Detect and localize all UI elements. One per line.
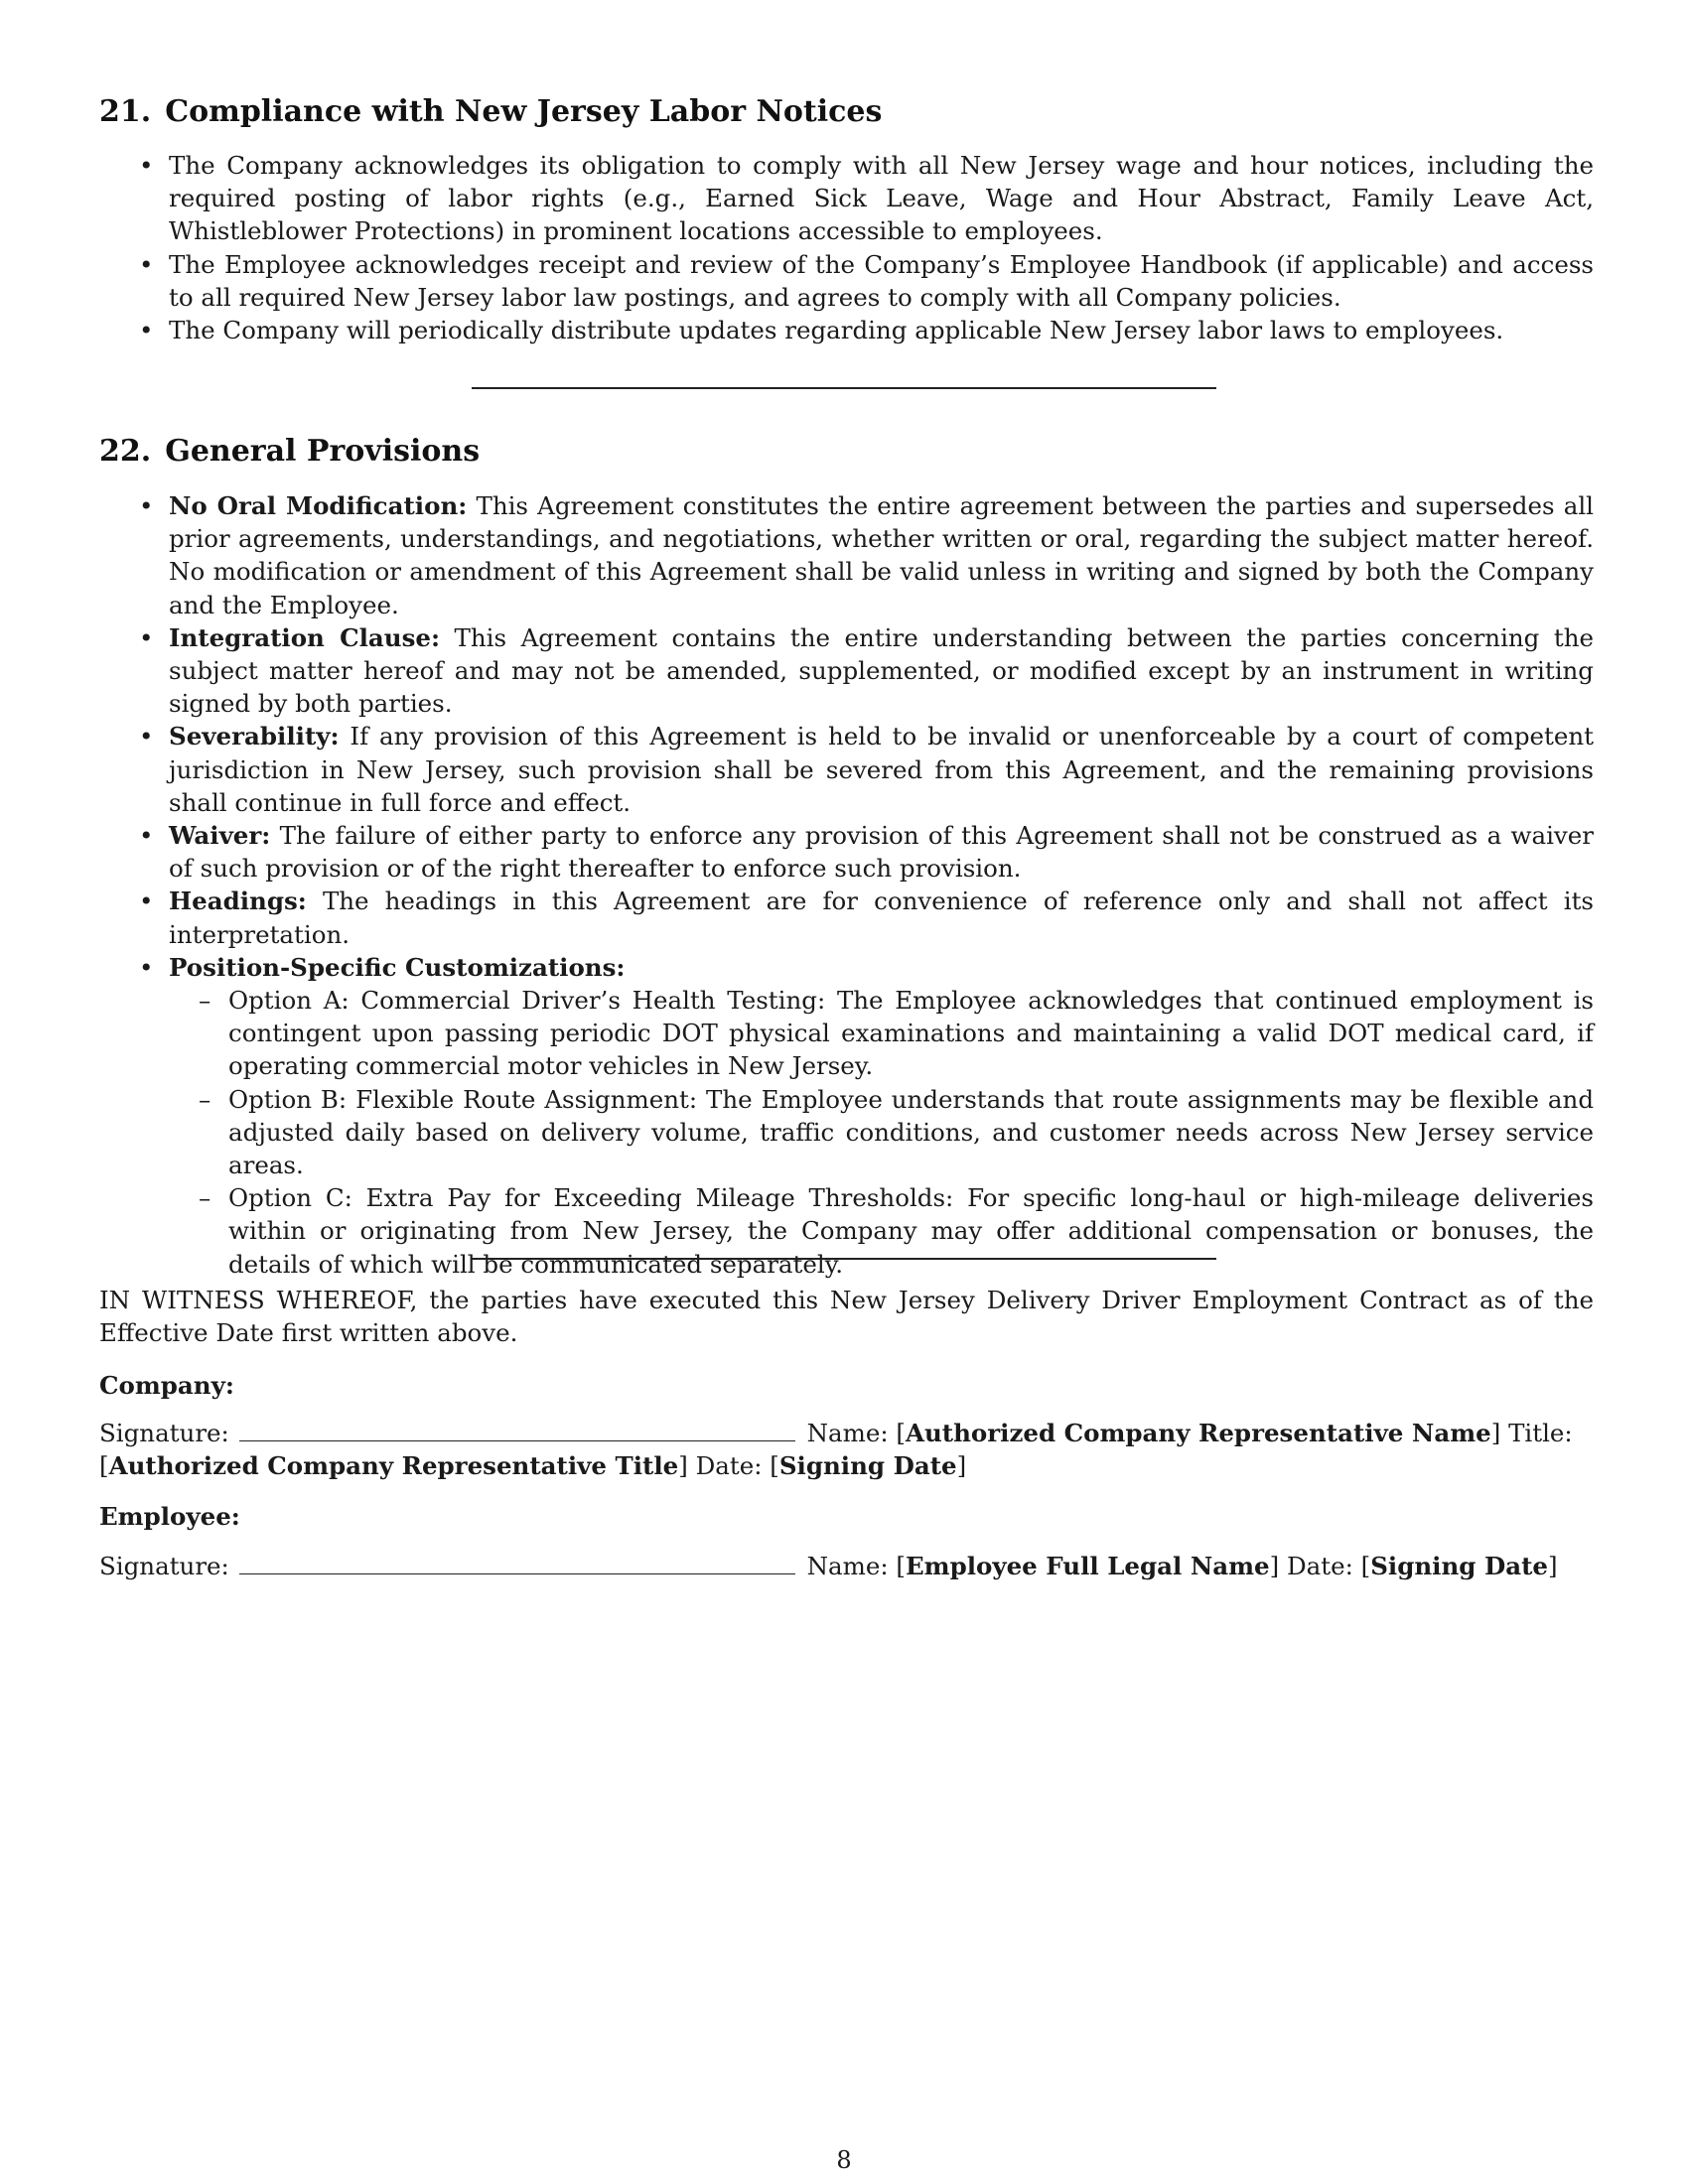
company-label: Company: — [99, 1371, 234, 1400]
date-label: Date: — [695, 1451, 763, 1481]
clause-text: The failure of either party to enforce any provision of this Agreement shall not be construed as a waiver of such provision or of the right thereafter to enforce such provision. — [169, 821, 1594, 884]
date-placeholder: Signing Date — [778, 1451, 957, 1481]
name-label: Name: — [806, 1552, 889, 1580]
clause-label: Headings: — [169, 887, 307, 916]
section-22-heading — [99, 434, 480, 470]
page-number: 8 — [836, 2146, 852, 2174]
name-placeholder: Authorized Company Representative Name — [905, 1419, 1491, 1447]
clause-label: Integration Clause: — [169, 622, 441, 652]
clause-label: No Oral Modification: — [169, 491, 468, 520]
option-item: – Option B: Flexible Route Assignment: The Employee understands that route assignments may be flexible and adjusted daily based on delivery volume, traffic conditions, and customer needs across New Jersey service areas. — [169, 1083, 1594, 1182]
section-21-heading — [99, 94, 882, 130]
list-item: • The Company will periodically distribute updates regarding applicable New Jersey labor laws to employees. — [99, 314, 1594, 346]
title-placeholder: Authorized Company Representative Title — [108, 1451, 679, 1481]
list-item — [99, 489, 1594, 621]
date-placeholder: Signing Date — [1370, 1552, 1548, 1580]
name-placeholder: Employee Full Legal Name — [905, 1552, 1270, 1580]
section-title: Compliance with New Jersey Labor Notices — [165, 94, 883, 129]
clause-text: If any provision of this Agreement is held to be invalid or unenforceable by a court of competent jurisdiction in New Jersey, such provision shall be severed from this Agreement, and the remaining provisions shall continue in full force and effect. — [169, 722, 1594, 817]
employee-signature-block: Signature: Name: [Employee Full Legal Name] Date: [Signing Date] — [99, 1552, 1558, 1580]
list-item: • The Employee acknowledges receipt and review of the Company’s Employee Handbook (if applicable) and access to all required New Jersey labor law postings, and agrees to comply with all Company policies. — [99, 248, 1594, 314]
clause-label: Position-Specific Customizations: — [169, 952, 626, 982]
signature-label: Signature: — [99, 1552, 229, 1580]
list-item — [99, 885, 1594, 950]
section-22-list — [99, 489, 1594, 1281]
section-number: 22. — [99, 434, 152, 469]
section-divider — [472, 387, 1216, 389]
option-item: – Option A: Commercial Driver’s Health Testing: The Employee acknowledges that continued employment is contingent upon passing periodic DOT physical examinations and maintaining a valid DOT medical card, if operating commercial motor vehicles in New Jersey. — [169, 984, 1594, 1083]
title-label: Title: — [1508, 1419, 1573, 1447]
document-page — [99, 0, 1594, 2184]
list-item — [99, 951, 1594, 1281]
clause-text: The headings in this Agreement are for convenience of reference only and shall not affect its interpretation. — [169, 887, 1594, 949]
section-divider — [472, 1258, 1216, 1260]
signature-line[interactable] — [239, 1439, 795, 1441]
clause-label: Waiver: — [169, 821, 271, 851]
clause-text: This Agreement constitutes the entire agreement between the parties and supersedes all prior agreements, understandings, and negotiations, whether written or oral, regarding the subject matter hereof. No modification or amendment of this Agreement shall be valid unless in writing and signed by both the Company and the Employee. — [169, 491, 1594, 619]
name-label: Name: — [806, 1419, 889, 1447]
section-number: 21. — [99, 94, 152, 129]
signature-line[interactable] — [239, 1572, 795, 1574]
employee-label: Employee: — [99, 1502, 240, 1531]
list-item: • The Company acknowledges its obligation to comply with all New Jersey wage and hour notices, including the required posting of labor rights (e.g., Earned Sick Leave, Wage and Hour Abstract, Family Leave Act, Whistleblower Protections) in prominent locations accessible to employees. — [99, 149, 1594, 248]
list-item — [99, 819, 1594, 885]
witness-clause: IN WITNESS WHEREOF, the parties have executed this New Jersey Delivery Driver Employment Contract as of the Effective Date first written above. — [99, 1286, 1594, 1348]
date-label: Date: — [1287, 1552, 1353, 1580]
section-21-list — [99, 149, 1594, 346]
signature-label: Signature: — [99, 1419, 229, 1447]
company-signature-block: Signature: Name: [Authorized Company Representative Name] Title: [Authorized Company Representative Title] Date: [Signing Date] — [99, 1419, 1573, 1481]
section-title: General Provisions — [165, 434, 481, 469]
option-item: – Option C: Extra Pay for Exceeding Mileage Thresholds: For specific long-haul or high-mileage deliveries within or originating from New Jersey, the Company may offer additional compensation or bonuses, the details of which will be communicated separately. — [169, 1181, 1594, 1281]
options-list — [169, 984, 1594, 1281]
list-item — [99, 720, 1594, 819]
list-item — [99, 621, 1594, 721]
clause-label: Severability: — [169, 722, 340, 751]
clause-text: This Agreement contains the entire understanding between the parties concerning the subject matter hereof and may not be amended, supplemented, or modified except by an instrument in writing signed by both parties. — [169, 622, 1594, 719]
